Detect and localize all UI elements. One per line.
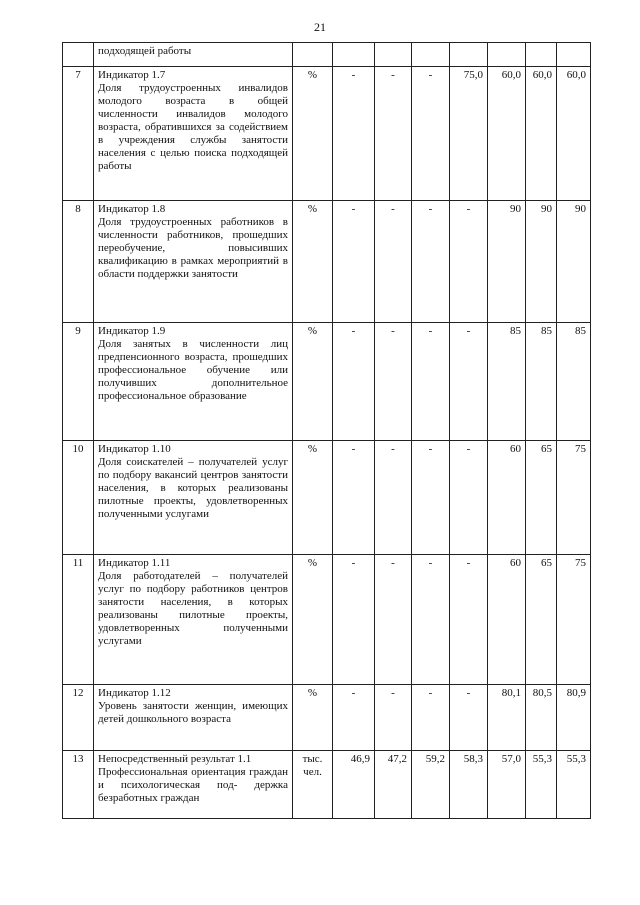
value-cell: 60,0 [526,67,557,201]
value-cell: 85 [526,323,557,441]
value-cell: - [412,441,450,555]
row-description [94,441,293,555]
row-number: 9 [63,323,94,441]
row-unit: % [293,67,333,201]
value-cell: - [375,555,412,685]
indicator-description: Доля соискателей – получателей услуг по подбору вакансий центров занятости населения, в которых реализованы пилотные проекты, удовлетворенных полученными услугами [98,456,288,520]
value-cell [333,43,375,67]
row-description [94,555,293,685]
value-cell: - [375,67,412,201]
row-description [94,685,293,751]
value-cell: 55,3 [526,751,557,819]
value-cell: 65 [526,441,557,555]
indicator-title: Индикатор 1.12 [98,687,171,699]
value-cell: 90 [488,201,526,323]
value-cell: - [450,555,488,685]
indicator-description: Доля занятых в численности лиц предпенсионного возраста, прошедших профессиональное обучение или получивших дополнительное профессиональное образование [98,338,288,402]
value-cell: - [412,323,450,441]
value-cell: - [333,555,375,685]
indicator-title: Индикатор 1.8 [98,203,166,215]
value-cell [557,43,591,67]
row-description [94,201,293,323]
value-cell: 59,2 [412,751,450,819]
value-cell: 75 [557,555,591,685]
row-number: 13 [63,751,94,819]
row-unit: тыс. чел. [293,751,333,819]
value-cell: - [333,201,375,323]
indicator-description: Профессиональная ориентация граждан и психологическая под- держка безработных граждан [98,766,288,804]
indicator-title: Непосредственный результат 1.1 [98,753,252,765]
value-cell: 85 [557,323,591,441]
row-description [94,67,293,201]
table-row [63,67,591,201]
value-cell: - [450,441,488,555]
value-cell: 65 [526,555,557,685]
table-row [63,555,591,685]
row-number: 7 [63,67,94,201]
indicator-description: Доля работодателей – получателей услуг по подбору работников центров занятости населения, в которых реализованы пилотные проекты, удовлетворенных полученными услугами [98,570,288,647]
value-cell [526,43,557,67]
value-cell: 47,2 [375,751,412,819]
row-number: 11 [63,555,94,685]
value-cell: 75 [557,441,591,555]
value-cell: 85 [488,323,526,441]
table-row [63,201,591,323]
page-number: 21 [314,20,326,34]
value-cell: 80,5 [526,685,557,751]
row-number: 10 [63,441,94,555]
value-cell: 80,1 [488,685,526,751]
indicator-title: Индикатор 1.7 [98,69,166,81]
value-cell: 90 [526,201,557,323]
indicators-table [62,42,591,819]
row-unit: % [293,555,333,685]
indicator-title: Индикатор 1.10 [98,443,171,455]
value-cell: - [375,685,412,751]
row-description [94,323,293,441]
value-cell [375,43,412,67]
table-row [63,43,591,67]
row-number [63,43,94,67]
row-number: 8 [63,201,94,323]
table-row [63,441,591,555]
value-cell [412,43,450,67]
value-cell: - [450,201,488,323]
value-cell: 75,0 [450,67,488,201]
indicator-description: Доля трудоустроенных инвалидов молодого возраста в общей численности инвалидов молодого возраста, обратившихся за содействием в учреждения службы занятости населения с целью поиска подходящей работы [98,82,288,172]
value-cell: 46,9 [333,751,375,819]
row-unit: % [293,201,333,323]
value-cell: - [412,555,450,685]
value-cell: - [333,685,375,751]
table-row [63,323,591,441]
indicator-description: Доля трудоустроенных работников в численности работников, прошедших переобучение, повысивших квалификацию в рамках мероприятий в области поддержки занятости [98,216,288,280]
value-cell [450,43,488,67]
row-unit: % [293,441,333,555]
value-cell: - [412,67,450,201]
value-cell [488,43,526,67]
value-cell: 60,0 [557,67,591,201]
value-cell: - [412,685,450,751]
row-unit: % [293,685,333,751]
value-cell: 60,0 [488,67,526,201]
value-cell: - [375,323,412,441]
indicator-description: подходящей работы [98,45,192,57]
value-cell: 60 [488,555,526,685]
indicator-title: Индикатор 1.9 [98,325,166,337]
value-cell: - [450,685,488,751]
indicator-title: Индикатор 1.11 [98,557,171,569]
row-unit [293,43,333,67]
row-unit: % [293,323,333,441]
table-row [63,751,591,819]
value-cell: 60 [488,441,526,555]
value-cell: 55,3 [557,751,591,819]
value-cell: - [333,67,375,201]
value-cell: - [333,441,375,555]
value-cell: 80,9 [557,685,591,751]
value-cell: 58,3 [450,751,488,819]
row-number: 12 [63,685,94,751]
row-description [94,751,293,819]
value-cell: - [450,323,488,441]
indicator-description: Уровень занятости женщин, имеющих детей дошкольного возраста [98,700,288,725]
value-cell: - [333,323,375,441]
value-cell: 57,0 [488,751,526,819]
row-description [94,43,293,67]
value-cell: 90 [557,201,591,323]
table-body [63,43,591,819]
value-cell: - [375,441,412,555]
value-cell: - [412,201,450,323]
value-cell: - [375,201,412,323]
table-row [63,685,591,751]
